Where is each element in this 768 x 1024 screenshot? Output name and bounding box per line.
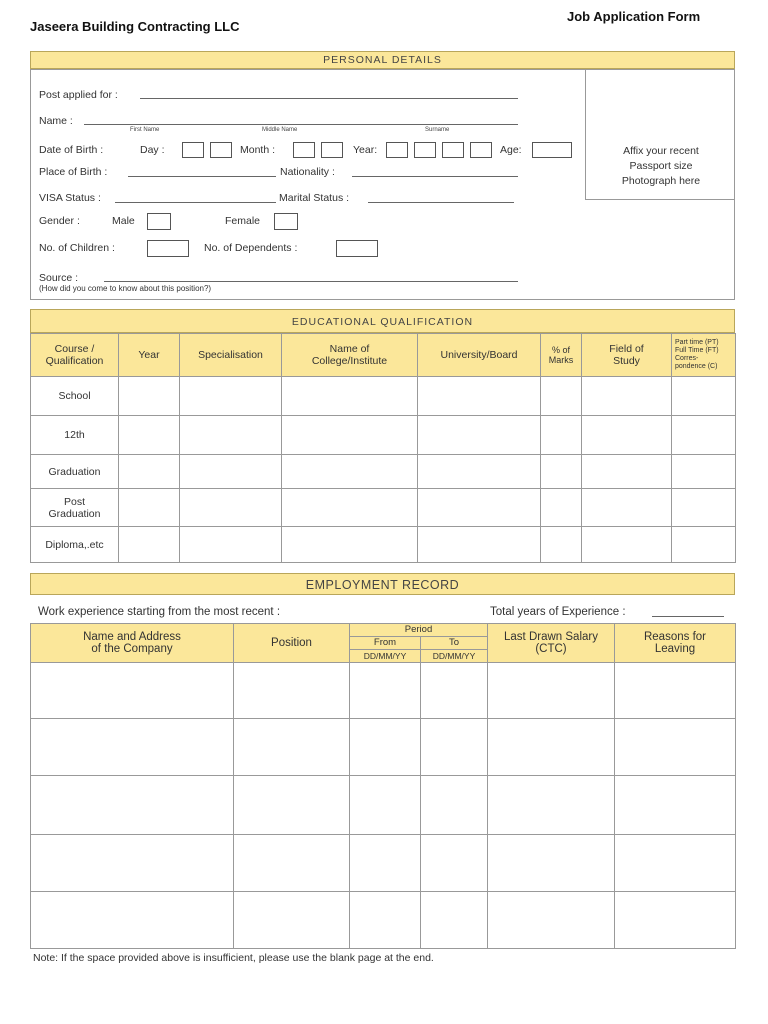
table-cell[interactable] (615, 835, 736, 892)
table-cell[interactable] (615, 892, 736, 949)
salary-header: Last Drawn Salary (CTC) (488, 624, 615, 663)
table-cell[interactable] (421, 776, 488, 835)
row-label-graduation: Graduation (31, 455, 119, 489)
employment-heading: EMPLOYMENT RECORD (30, 573, 735, 595)
age-box[interactable] (532, 142, 572, 158)
table-cell[interactable] (421, 719, 488, 776)
education-table (30, 333, 736, 563)
table-cell[interactable] (418, 416, 541, 455)
position-header: Position (234, 624, 350, 663)
table-cell[interactable] (672, 489, 736, 527)
table-cell[interactable] (488, 776, 615, 835)
table-cell[interactable] (180, 377, 282, 416)
period-header: Period (350, 624, 488, 637)
table-cell[interactable] (421, 663, 488, 719)
day-box-2[interactable] (210, 142, 232, 158)
education-heading: EDUCATIONAL QUALIFICATION (30, 309, 735, 333)
company-name: Jaseera Building Contracting LLC (30, 19, 240, 34)
total-experience-label: Total years of Experience : (490, 606, 626, 618)
table-cell[interactable] (119, 416, 180, 455)
table-cell[interactable] (282, 527, 418, 563)
year-box-1[interactable] (386, 142, 408, 158)
table-row (31, 416, 736, 455)
table-row (31, 892, 736, 949)
dependents-box[interactable] (336, 240, 378, 257)
post-applied-field[interactable] (140, 98, 518, 99)
table-cell[interactable] (234, 776, 350, 835)
table-cell[interactable] (582, 527, 672, 563)
table-cell[interactable] (119, 377, 180, 416)
table-cell[interactable] (119, 527, 180, 563)
children-box[interactable] (147, 240, 189, 257)
post-applied-label: Post applied for : (39, 89, 118, 101)
company-header: Name and Address of the Company (31, 624, 234, 663)
year-box-2[interactable] (414, 142, 436, 158)
form-title: Job Application Form (567, 9, 701, 24)
table-cell[interactable] (541, 489, 582, 527)
name-label: Name : (39, 115, 73, 127)
to-header: To (421, 637, 488, 650)
table-row (31, 527, 736, 563)
table-row (31, 663, 736, 719)
from-header: From (350, 637, 421, 650)
table-cell[interactable] (350, 892, 421, 949)
table-cell[interactable] (672, 416, 736, 455)
age-label: Age: (500, 144, 522, 156)
reasons-header: Reasons for Leaving (615, 624, 736, 663)
male-checkbox[interactable] (147, 213, 171, 230)
source-hint: (How did you come to know about this position?) (39, 284, 212, 293)
education-header-row (31, 334, 736, 377)
year-label: Year: (353, 144, 378, 156)
study-mode-header: Part time (PT) Full Time (FT) Corres- pondence (C) (672, 334, 736, 377)
table-cell[interactable] (350, 835, 421, 892)
photo-instruction-line2: Passport size (629, 160, 693, 172)
table-cell[interactable] (672, 455, 736, 489)
table-row (31, 776, 736, 835)
to-date-format: DD/MM/YY (421, 650, 488, 663)
dob-label: Date of Birth : (39, 144, 104, 156)
month-box-2[interactable] (321, 142, 343, 158)
work-experience-label: Work experience starting from the most recent : (38, 606, 281, 618)
table-cell[interactable] (180, 527, 282, 563)
children-label: No. of Children : (39, 242, 115, 254)
table-cell[interactable] (282, 455, 418, 489)
table-row (31, 489, 736, 527)
visa-status-label: VISA Status : (39, 192, 101, 204)
table-cell[interactable] (234, 892, 350, 949)
table-cell[interactable] (541, 416, 582, 455)
table-cell[interactable] (615, 776, 736, 835)
table-cell[interactable] (421, 892, 488, 949)
table-row (31, 377, 736, 416)
table-cell[interactable] (541, 377, 582, 416)
table-row (31, 835, 736, 892)
table-cell[interactable] (350, 719, 421, 776)
specialisation-header: Specialisation (180, 334, 282, 377)
visa-status-field[interactable] (115, 202, 276, 203)
photo-instruction-line1: Affix your recent (623, 145, 699, 157)
table-cell[interactable] (488, 663, 615, 719)
day-label: Day : (140, 144, 165, 156)
table-cell[interactable] (31, 719, 234, 776)
row-label-school: School (31, 377, 119, 416)
source-field[interactable] (104, 281, 518, 282)
from-date-format: DD/MM/YY (350, 650, 421, 663)
table-cell[interactable] (418, 489, 541, 527)
table-cell[interactable] (31, 776, 234, 835)
year-header: Year (119, 334, 180, 377)
table-cell[interactable] (541, 527, 582, 563)
table-cell[interactable] (488, 719, 615, 776)
table-cell[interactable] (582, 455, 672, 489)
first-name-hint: First Name (130, 127, 160, 133)
gender-label: Gender : (39, 215, 80, 227)
dependents-label: No. of Dependents : (204, 242, 298, 254)
table-cell[interactable] (488, 892, 615, 949)
source-label: Source : (39, 272, 79, 284)
table-cell[interactable] (282, 416, 418, 455)
table-cell[interactable] (418, 455, 541, 489)
row-label-12th: 12th (31, 416, 119, 455)
table-cell[interactable] (282, 489, 418, 527)
table-cell[interactable] (180, 489, 282, 527)
photo-instruction-line3: Photograph here (621, 175, 701, 187)
table-cell[interactable] (119, 489, 180, 527)
table-cell[interactable] (615, 663, 736, 719)
nationality-field[interactable] (352, 176, 518, 177)
row-label-post-graduation: Post Graduation (31, 489, 119, 527)
table-cell[interactable] (582, 416, 672, 455)
table-cell[interactable] (350, 776, 421, 835)
month-box-1[interactable] (293, 142, 315, 158)
table-cell[interactable] (421, 835, 488, 892)
table-cell[interactable] (31, 663, 234, 719)
personal-details-heading: PERSONAL DETAILS (30, 51, 735, 69)
employment-header-row (31, 624, 736, 637)
table-cell[interactable] (180, 416, 282, 455)
nationality-label: Nationality : (280, 166, 335, 178)
year-box-4[interactable] (470, 142, 492, 158)
university-header: University/Board (418, 334, 541, 377)
table-cell[interactable] (672, 377, 736, 416)
middle-name-hint: Middle Name (262, 127, 298, 133)
marks-header: % of Marks (541, 334, 582, 377)
table-cell[interactable] (234, 719, 350, 776)
year-box-3[interactable] (442, 142, 464, 158)
female-checkbox[interactable] (274, 213, 298, 230)
table-cell[interactable] (234, 663, 350, 719)
table-cell[interactable] (31, 835, 234, 892)
female-label: Female (225, 215, 261, 227)
table-cell[interactable] (31, 892, 234, 949)
table-cell[interactable] (119, 455, 180, 489)
table-cell[interactable] (541, 455, 582, 489)
marital-status-label: Marital Status : (279, 192, 350, 204)
table-cell[interactable] (418, 527, 541, 563)
marital-status-field[interactable] (368, 202, 514, 203)
table-cell[interactable] (234, 835, 350, 892)
place-of-birth-label: Place of Birth : (39, 166, 108, 178)
table-cell[interactable] (615, 719, 736, 776)
total-experience-field[interactable] (652, 616, 724, 617)
place-of-birth-field[interactable] (128, 176, 276, 177)
table-cell[interactable] (672, 527, 736, 563)
table-cell[interactable] (418, 377, 541, 416)
footer-note: Note: If the space provided above is insufficient, please use the blank page at the end. (33, 952, 434, 964)
employment-table (30, 623, 736, 949)
college-header: Name of College/Institute (282, 334, 418, 377)
month-label: Month : (240, 144, 276, 156)
table-cell[interactable] (488, 835, 615, 892)
name-field[interactable] (84, 124, 518, 125)
table-cell[interactable] (582, 489, 672, 527)
male-label: Male (112, 215, 135, 227)
day-box-1[interactable] (182, 142, 204, 158)
photo-placeholder (585, 69, 735, 200)
field-of-study-header: Field of Study (582, 334, 672, 377)
table-cell[interactable] (350, 663, 421, 719)
table-cell[interactable] (180, 455, 282, 489)
table-row (31, 455, 736, 489)
row-label-diploma: Diploma,.etc (31, 527, 119, 563)
table-cell[interactable] (582, 377, 672, 416)
table-cell[interactable] (282, 377, 418, 416)
table-row (31, 719, 736, 776)
surname-hint: Surname (425, 127, 450, 133)
course-header: Course / Qualification (31, 334, 119, 377)
